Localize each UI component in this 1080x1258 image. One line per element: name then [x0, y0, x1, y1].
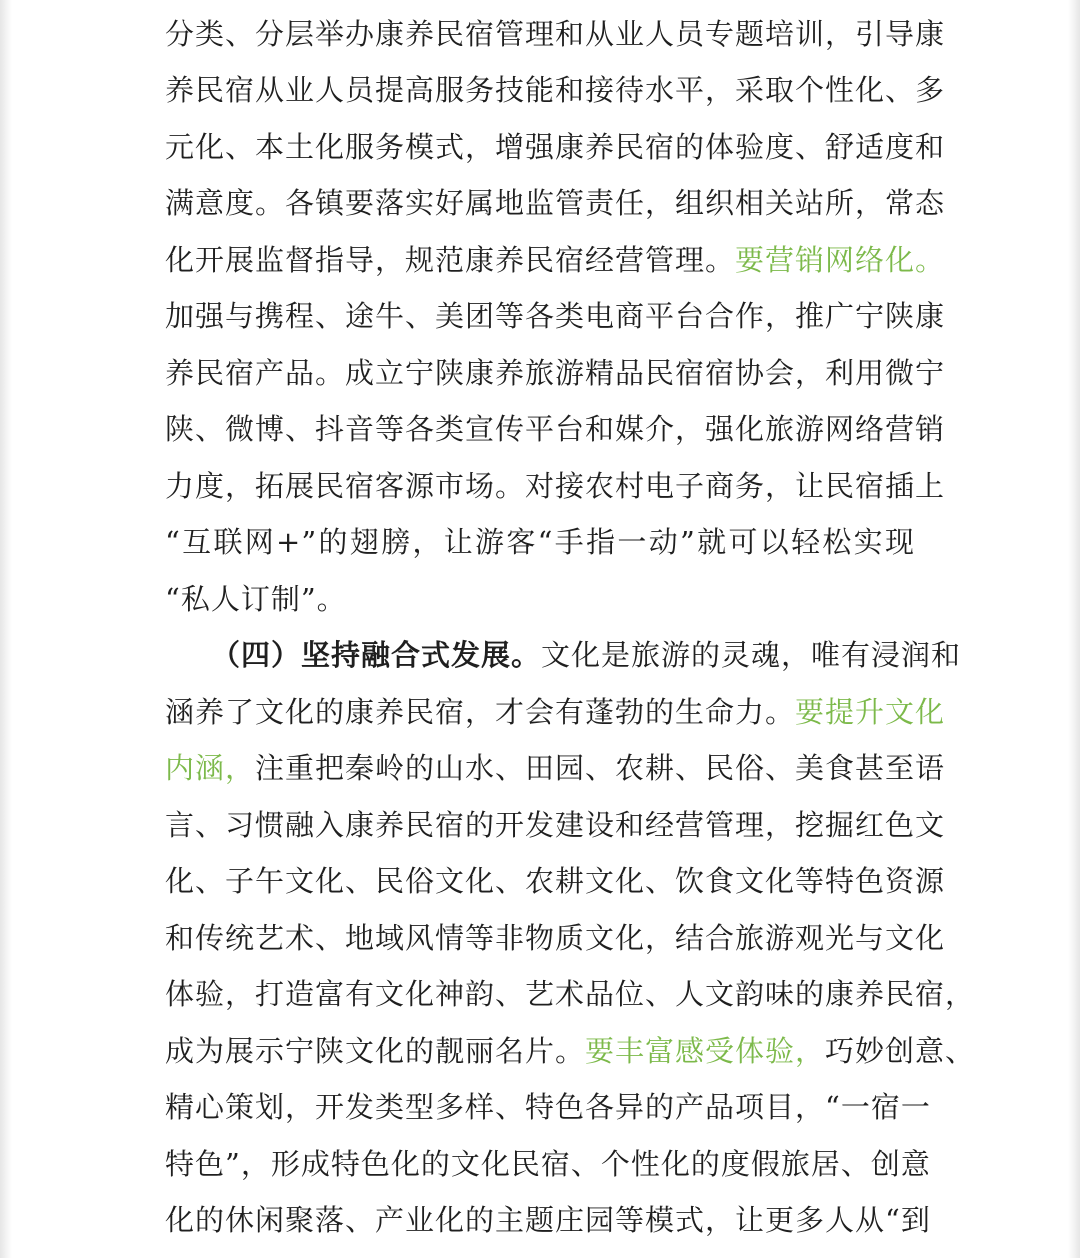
text-line — [165, 14, 946, 54]
text-line — [165, 1144, 931, 1184]
body-text: 养民宿从业人员提高服务技能和接待水平，采取个性化、多 — [165, 73, 946, 107]
text-line — [165, 805, 946, 845]
text-line — [165, 127, 946, 167]
body-text: 言、习惯融入康养民宿的开发建设和经营管理，挖掘红色文 — [165, 808, 946, 842]
body-text: 文化是旅游的灵魂，唯有浸润和 — [541, 638, 962, 672]
text-line — [165, 918, 946, 958]
text-line — [165, 1087, 931, 1127]
body-text: 成为展示宁陕文化的靓丽名片。 — [165, 1034, 586, 1068]
highlighted-text: 要营销网络化。 — [735, 243, 946, 277]
body-text: 和传统艺术、地域风情等非物质文化，结合旅游观光与文化 — [165, 921, 946, 955]
text-line — [165, 579, 915, 619]
text-line — [165, 1031, 976, 1071]
body-text: 化的休闲聚落、产业化的主题庄园等模式，让更多人从“到 — [165, 1203, 931, 1237]
text-line — [165, 522, 915, 562]
text-line — [165, 296, 946, 336]
text-line — [165, 240, 946, 280]
body-text: 特色”，形成特色化的文化民宿、个性化的度假旅居、创意 — [165, 1147, 931, 1181]
highlighted-text: 要提升文化 — [795, 695, 946, 729]
text-line — [165, 1200, 931, 1240]
body-text: 分类、分层举办康养民宿管理和从业人员专题培训，引导康 — [165, 17, 946, 51]
highlighted-text: 要丰富感受体验， — [585, 1034, 826, 1068]
section-heading: （四）坚持融合式发展。 — [211, 638, 542, 672]
body-text: “互联网+”的翅膀，让游客“手指一动”就可以轻松实现 — [165, 525, 915, 559]
section-heading-line — [165, 635, 962, 675]
body-text: 养民宿产品。成立宁陕康养旅游精品民宿宿协会，利用微宁 — [165, 356, 946, 390]
text-line — [165, 353, 946, 393]
body-text: “私人订制”。 — [165, 582, 347, 616]
body-text: 加强与携程、途牛、美团等各类电商平台合作，推广宁陕康 — [165, 299, 946, 333]
body-text: 涵养了文化的康养民宿，才会有蓬勃的生命力。 — [165, 695, 796, 729]
body-text: 满意度。各镇要落实好属地监管责任，组织相关站所，常态 — [165, 186, 946, 220]
body-text: 精心策划，开发类型多样、特色各异的产品项目，“一宿一 — [165, 1090, 931, 1124]
text-line — [165, 692, 946, 732]
body-text: 力度，拓展民宿客源市场。对接农村电子商务，让民宿插上 — [165, 469, 946, 503]
highlighted-text: 内涵， — [165, 751, 256, 785]
text-line — [165, 974, 976, 1014]
body-text: 元化、本土化服务模式，增强康养民宿的体验度、舒适度和 — [165, 130, 946, 164]
body-text: 体验，打造富有文化神韵、艺术品位、人文韵味的康养民宿， — [165, 977, 976, 1011]
body-text: 化开展监督指导，规范康养民宿经营管理。 — [165, 243, 736, 277]
body-text: 巧妙创意、 — [825, 1034, 976, 1068]
text-line — [165, 183, 946, 223]
text-line — [165, 748, 946, 788]
body-text: 陕、微博、抖音等各类宣传平台和媒介，强化旅游网络营销 — [165, 412, 946, 446]
text-line — [165, 466, 946, 506]
body-text: 注重把秦岭的山水、田园、农耕、民俗、美食甚至语 — [255, 751, 946, 785]
text-line — [165, 861, 946, 901]
text-line — [165, 70, 946, 110]
body-text: 化、子午文化、民俗文化、农耕文化、饮食文化等特色资源 — [165, 864, 946, 898]
text-line — [165, 409, 946, 449]
